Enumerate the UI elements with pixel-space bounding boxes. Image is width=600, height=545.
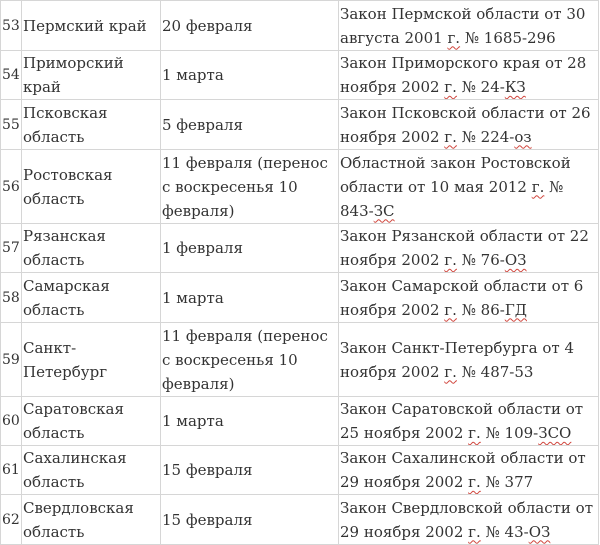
holiday-date: 1 марта [161,397,339,446]
region-name: Приморский край [22,51,161,100]
table-row [1,51,599,100]
region-name: Саратовская область [22,397,161,446]
table-row [1,397,599,446]
law-reference [339,51,599,100]
law-code: ЗСО [538,424,572,442]
table-row [1,495,599,545]
holiday-date: 1 марта [161,273,339,323]
law-number: № 1685-296 [460,28,556,47]
law-number: № 843- [340,177,564,220]
row-number: 54 [1,51,22,100]
law-text: Закон Пермской области от 30 августа 2001 [340,4,586,47]
law-text: Закон Сахалинской области от 29 ноября 2002 [340,449,586,491]
law-reference [339,323,599,397]
law-year-abbrev: г. [468,473,481,491]
law-code: ОЗ [504,251,527,269]
region-name: Рязанская область [22,224,161,273]
holiday-date: 1 марта [161,51,339,100]
row-number: 58 [1,273,22,323]
law-reference [339,273,599,323]
law-text: Закон Приморского края от 28 ноября 2002 [340,54,587,96]
table-row [1,323,599,397]
region-name: Самарская область [22,273,161,323]
law-text: Закон Свердловской области от 29 ноября 2002 [340,498,594,541]
law-code: КЗ [504,78,526,96]
law-code: ГД [504,300,527,319]
holiday-date: 15 февраля [161,495,339,545]
law-year-abbrev: г. [531,177,545,196]
law-number: № 109- [480,424,539,442]
law-number: № 487-53 [456,362,534,381]
law-code: ЗС [373,201,395,220]
region-name: Пермский край [22,1,161,51]
holiday-date: 15 февраля [161,446,339,495]
region-name: Ростовская область [22,150,161,224]
law-number: № 377 [480,473,534,491]
law-year-abbrev: г. [444,362,457,381]
law-number: № 224- [456,127,515,146]
law-code: ОЗ [528,522,551,541]
holiday-date: 20 февраля [161,1,339,51]
row-number: 53 [1,1,22,51]
law-year-abbrev: г. [444,127,457,146]
region-name: Сахалинская область [22,446,161,495]
region-name: Псковская область [22,100,161,150]
law-text: Областной закон Ростовской области от 10 мая 2012 [340,153,571,196]
table-row [1,150,599,224]
law-code: оз [514,127,532,146]
table-body [1,0,599,545]
law-year-abbrev: г. [468,522,481,541]
holiday-date: 5 февраля [161,100,339,150]
row-number: 55 [1,100,22,150]
law-text: Закон Рязанской области от 22 ноября 2002 [340,227,589,269]
law-reference [339,224,599,273]
table-row [1,446,599,495]
law-text: Закон Псковской области от 26 ноября 2002 [340,103,591,146]
law-number: № 76- [456,251,505,269]
law-text: Закон Санкт-Петербурга от 4 ноября 2002 [340,338,575,381]
row-number: 60 [1,397,22,446]
row-number: 59 [1,323,22,397]
law-text: Закон Самарской области от 6 ноября 2002 [340,276,584,319]
law-reference [339,446,599,495]
row-number: 56 [1,150,22,224]
holiday-date: 11 февраля (перенос с воскресенья 10 февраля) [161,323,339,397]
holiday-date: 11 февраля (перенос с воскресенья 10 февраля) [161,150,339,224]
table-row [1,100,599,150]
law-year-abbrev: г. [444,251,457,269]
row-number: 61 [1,446,22,495]
law-number: № 43- [480,522,529,541]
table-row [1,1,599,51]
table-row [1,273,599,323]
law-text: Закон Саратовской области от 25 ноября 2002 [340,400,584,442]
law-reference [339,100,599,150]
table-row [1,224,599,273]
law-reference [339,495,599,545]
law-year-abbrev: г. [447,28,461,47]
row-number: 57 [1,224,22,273]
holiday-date: 1 февраля [161,224,339,273]
law-year-abbrev: г. [444,300,457,319]
region-name: Санкт-Петербург [22,323,161,397]
law-reference [339,397,599,446]
law-number: № 86- [456,300,505,319]
law-reference [339,1,599,51]
region-name: Свердловская область [22,495,161,545]
law-year-abbrev: г. [468,424,481,442]
law-number: № 24- [456,78,505,96]
row-number: 62 [1,495,22,545]
law-year-abbrev: г. [444,78,457,96]
law-reference [339,150,599,224]
